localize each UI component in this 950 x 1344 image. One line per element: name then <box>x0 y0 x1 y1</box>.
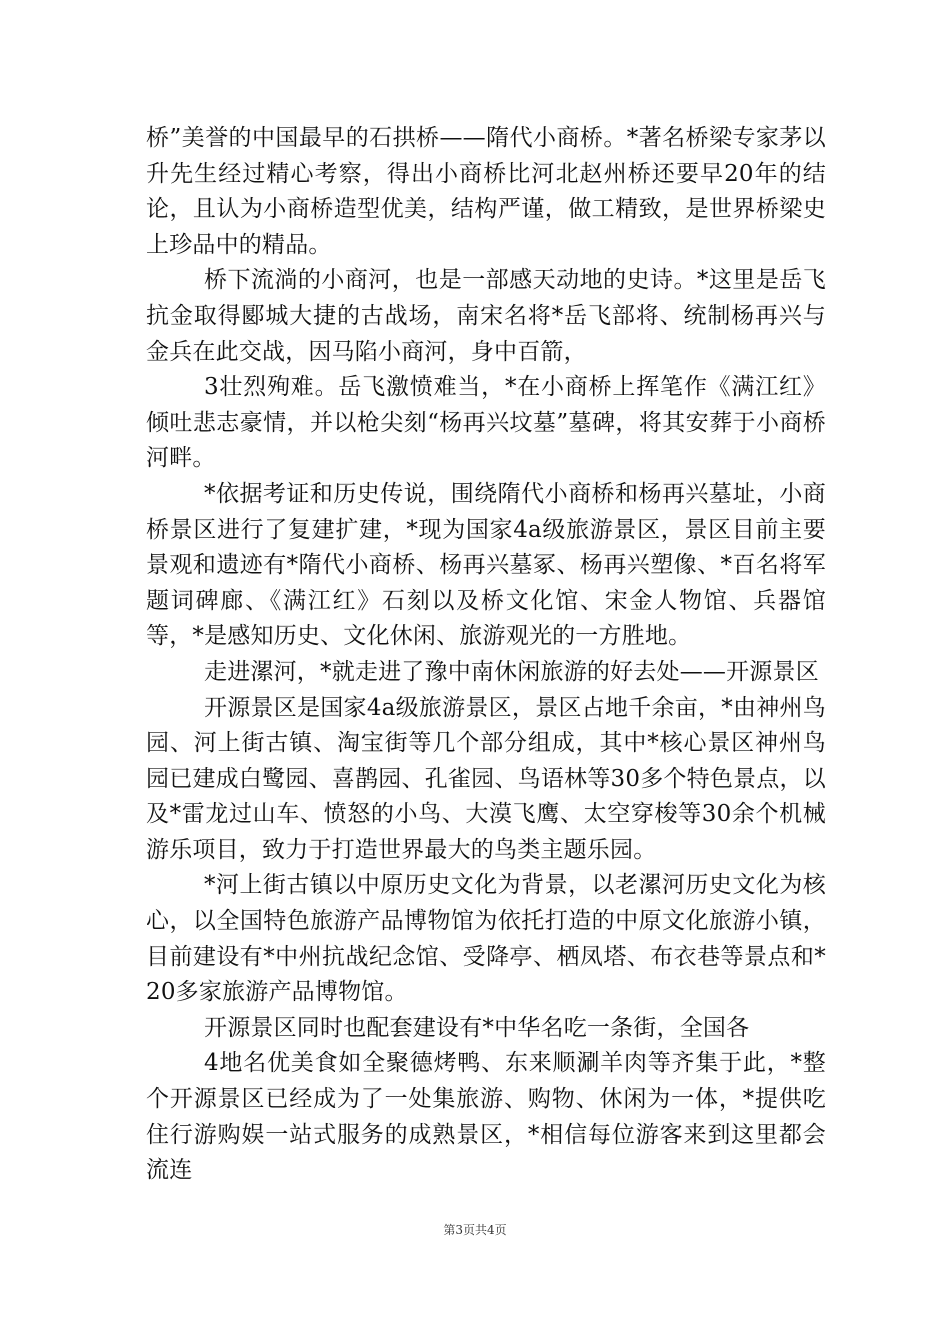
page-number-footer: 第3页共4页 <box>443 1223 507 1237</box>
paragraph-5: 走进漯河，*就走进了豫中南休闲旅游的好去处——开源景区 <box>204 658 819 685</box>
document-body <box>146 121 826 1189</box>
paragraph-6: 开源景区是国家4a级旅游景区，景区占地千余亩，*由神州鸟园、河上街古镇、淘宝街等几个部分组成，其中*核心景区神州鸟园已建成白鹭园、喜鹊园、孔雀园、鸟语林等30多个特色景点，以及*雷龙过山车、愤怒的小鸟、大漠飞鹰、太空穿梭等30余个机械游乐项目，致力于打造世界最大的鸟类主题乐园。 <box>146 694 826 863</box>
paragraph-9: 4地名优美食如全聚德烤鸭、东来顺涮羊肉等齐集于此，*整个开源景区已经成为了一处集旅游、购物、休闲为一体，*提供吃住行游购娱一站式服务的成熟景区，*相信每位游客来到这里都会流连 <box>146 1050 826 1184</box>
paragraph-1: 桥”美誉的中国最早的石拱桥——隋代小商桥。*著名桥梁专家茅以升先生经过精心考察，得出小商桥比河北赵州桥还要早20年的结论，且认为小商桥造型优美，结构严谨，做工精致，是世界桥梁史上珍品中的精品。 <box>146 125 826 258</box>
paragraph-7: *河上街古镇以中原历史文化为背景，以老漯河历史文化为核心，以全国特色旅游产品博物馆为依托打造的中原文化旅游小镇，目前建设有*中州抗战纪念馆、受降亭、栖凤塔、布衣巷等景点和*20多家旅游产品博物馆。 <box>146 872 826 1006</box>
paragraph-8: 开源景区同时也配套建设有*中华名吃一条街，全国各 <box>204 1014 750 1041</box>
paragraph-4: *依据考证和历史传说，围绕隋代小商桥和杨再兴墓址，小商桥景区进行了复建扩建，*现为国家4a级旅游景区，景区目前主要景观和遗迹有*隋代小商桥、杨再兴墓冢、杨再兴塑像、*百名将军题词碑廊、《满江红》石刻以及桥文化馆、宋金人物馆、兵器馆等，*是感知历史、文化休闲、旅游观光的一方胜地。 <box>146 480 826 650</box>
paragraph-3: 3壮烈殉难。岳飞激愤难当，*在小商桥上挥笔作《满江红》倾吐悲志豪情，并以枪尖刻“杨再兴坟墓”墓碑，将其安葬于小商桥河畔。 <box>146 374 826 472</box>
paragraph-2: 桥下流淌的小商河，也是一部感天动地的史诗。*这里是岳飞抗金取得郾城大捷的古战场，南宋名将*岳飞部将、统制杨再兴与金兵在此交战，因马陷小商河，身中百箭， <box>146 267 826 365</box>
